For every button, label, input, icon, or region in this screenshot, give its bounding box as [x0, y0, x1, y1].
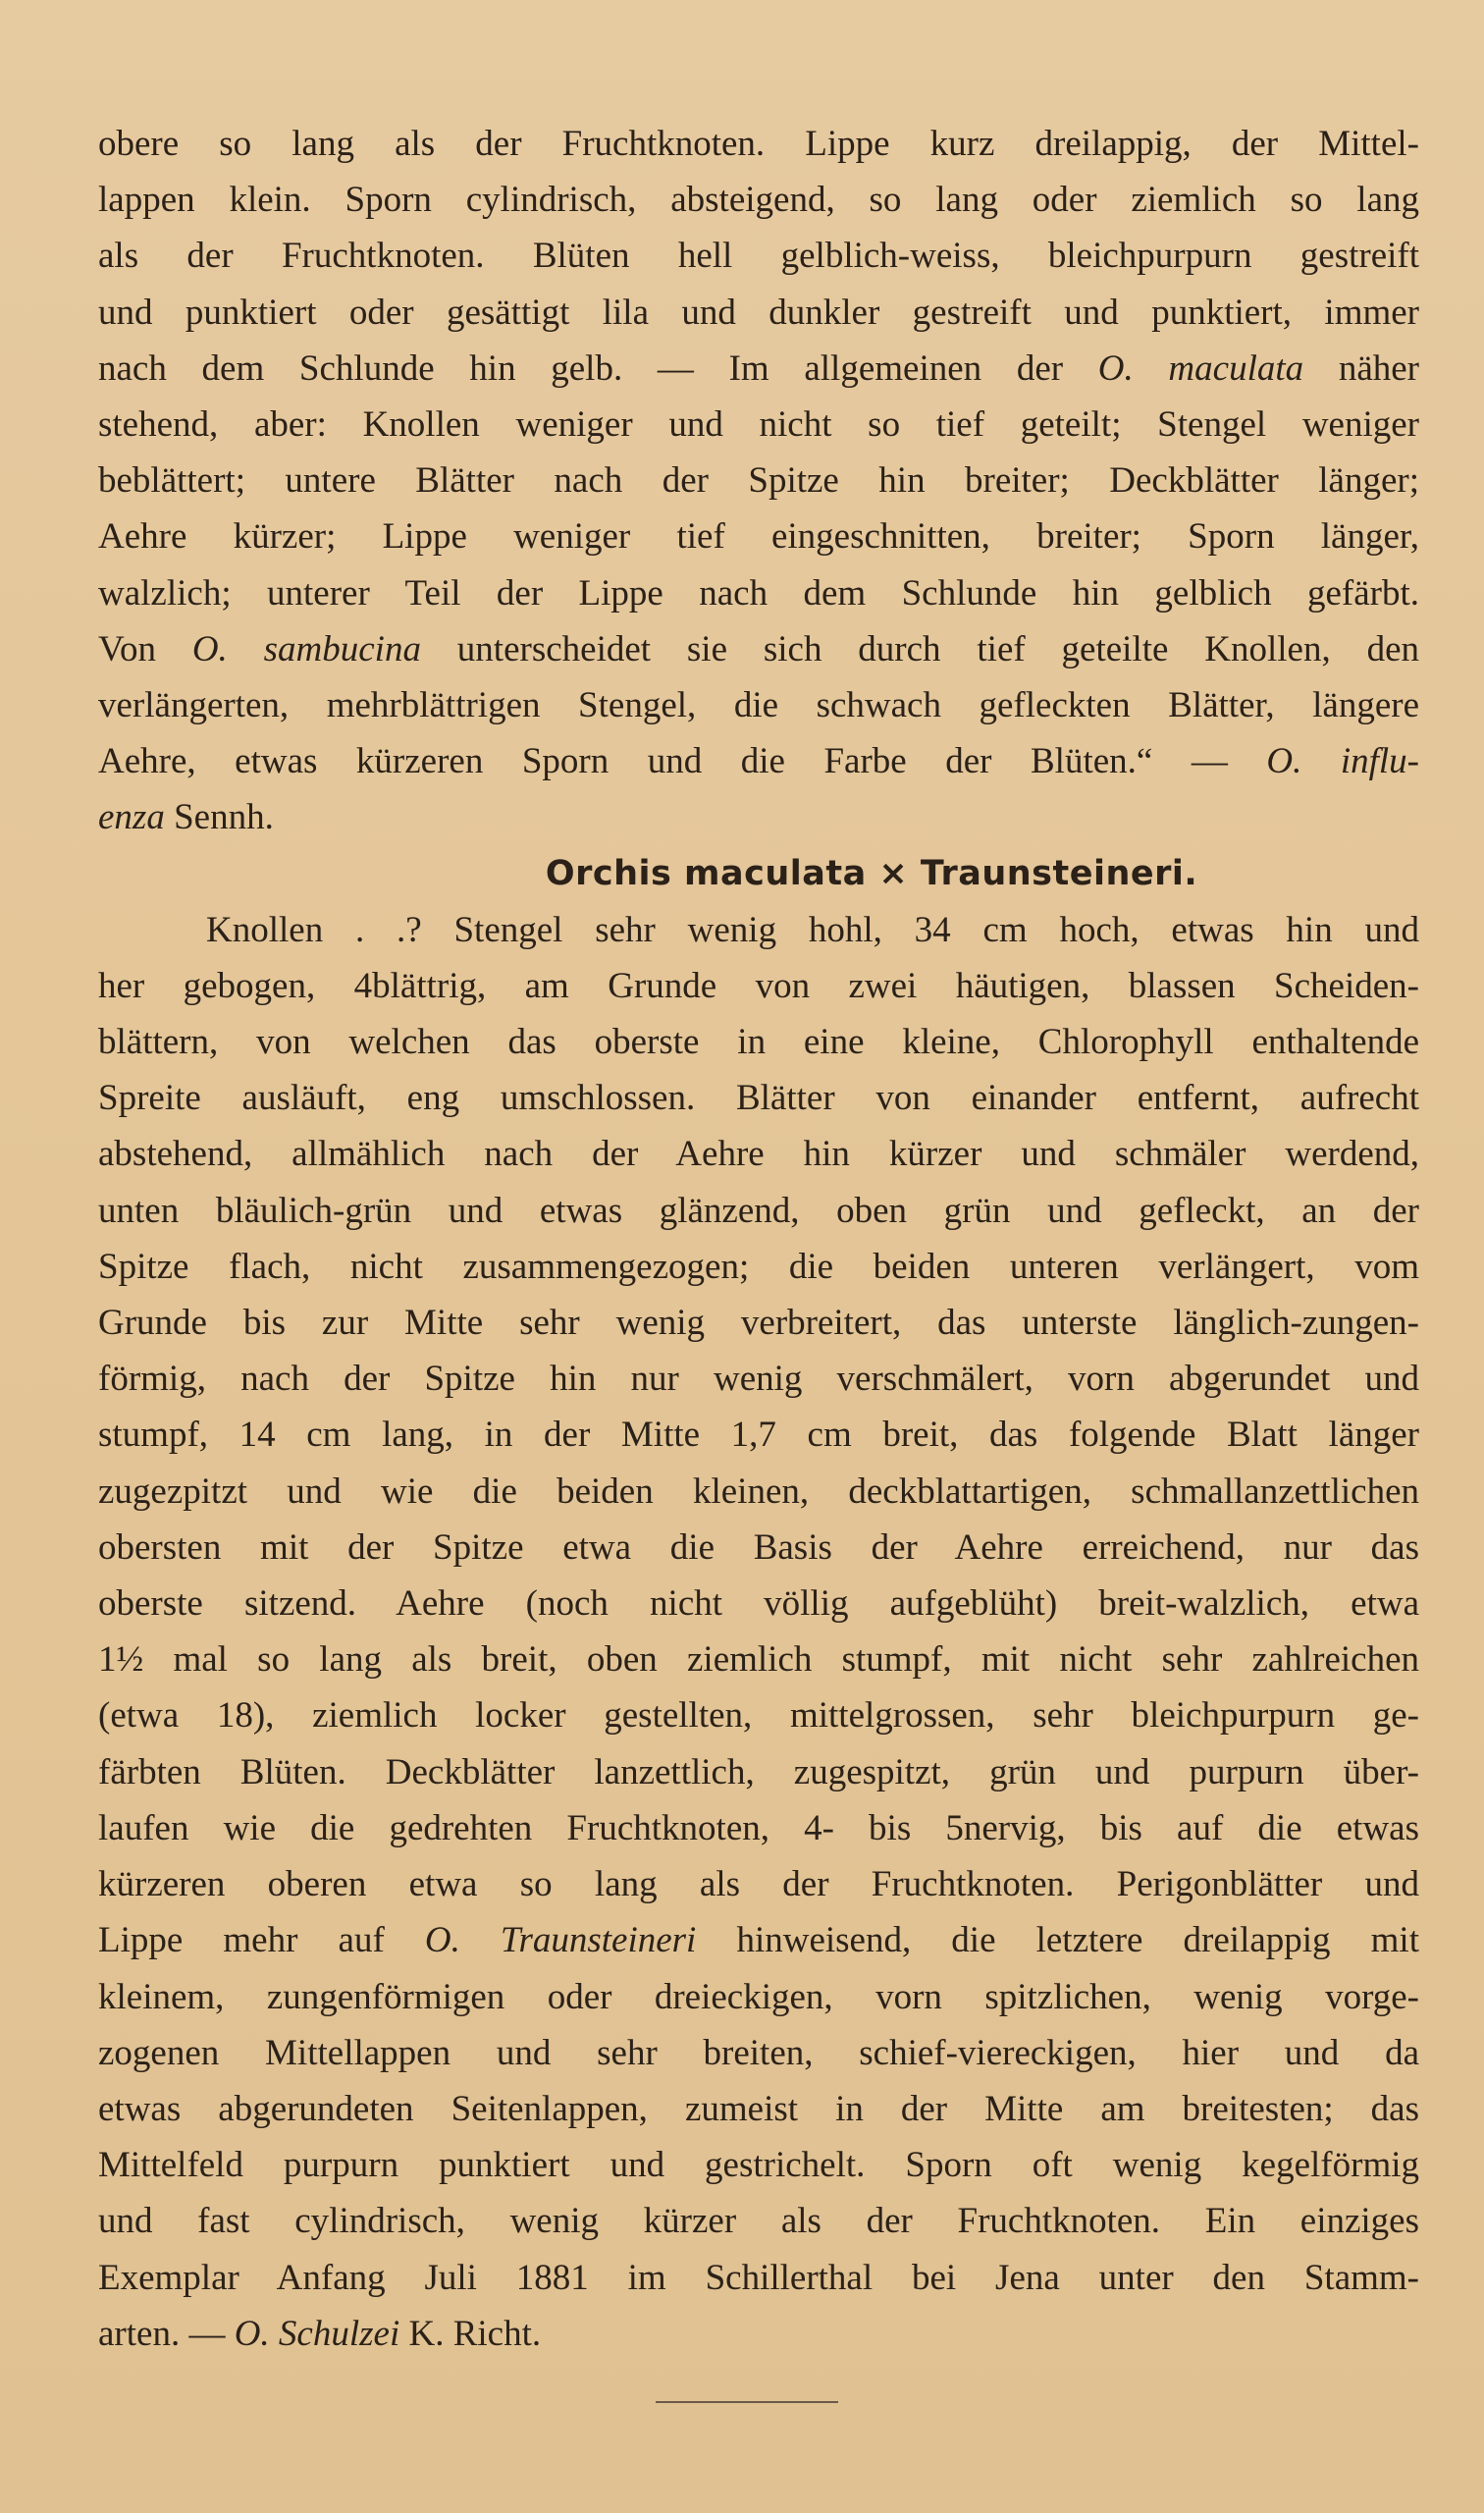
text-line: zogenen Mittellappen und sehr breiten, schief-viereckigen, hier und da — [98, 2032, 1419, 2073]
text-line: etwas abgerundeten Seitenlappen, zumeist in der Mitte am breitesten; das — [98, 2088, 1419, 2129]
taxon-name: enza — [98, 797, 165, 838]
text-line: beblättert; untere Blätter nach der Spitze hin breiter; Deckblätter länger; — [98, 460, 1419, 502]
text-line: laufen wie die gedrehten Fruchtknoten, 4- bis 5nervig, bis auf die etwas — [98, 1807, 1419, 1848]
text-segment: Von — [98, 628, 192, 669]
taxon-name: O. Traunsteineri — [424, 1920, 697, 1961]
text-line — [98, 341, 1419, 397]
section-heading: Orchis maculata × Traunsteineri. — [545, 853, 1198, 893]
text-line — [98, 789, 1419, 845]
text-line — [98, 733, 1419, 789]
text-line: und fast cylindrisch, wenig kürzer als der Fruchtknoten. Ein einziges — [98, 2201, 1419, 2242]
text-line: kleinem, zungenförmigen oder dreieckigen, vorn spitzlichen, wenig vorge- — [98, 1976, 1419, 2017]
text-line: abstehend, allmählich nach der Aehre hin kürzer und schmäler werdend, — [98, 1134, 1419, 1175]
text-line: (etwa 18), ziemlich locker gestellten, mittelgrossen, sehr bleichpurpurn ge- — [98, 1695, 1419, 1737]
text-line: färbten Blüten. Deckblätter lanzettlich, zugespitzt, grün und purpurn über- — [98, 1751, 1419, 1792]
text-segment: Sennh. — [174, 797, 274, 838]
text-segment: näher — [1303, 348, 1419, 389]
taxon-name: O. influ- — [1266, 741, 1419, 782]
text-line: Spreite ausläuft, eng umschlossen. Blätter von einander entfernt, aufrecht — [98, 1078, 1419, 1119]
text-line: Spitze flach, nicht zusammengezogen; die beiden unteren verlängert, vom — [98, 1246, 1419, 1287]
text-segment: Aehre, etwas kürzeren Sporn und die Farbe der Blüten.“ — — [98, 741, 1267, 782]
text-line: obersten mit der Spitze etwa die Basis der Aehre erreichend, nur das — [98, 1526, 1419, 1568]
text-line: Knollen . .? Stengel sehr wenig hohl, 34 cm hoch, etwas hin und — [206, 909, 1419, 950]
text-line: förmig, nach der Spitze hin nur wenig verschmälert, vorn abgerundet und — [98, 1359, 1419, 1400]
text-line: blättern, von welchen das oberste in eine kleine, Chlorophyll enthaltende — [98, 1022, 1419, 1063]
text-line: oberste sitzend. Aehre (noch nicht völlig aufgeblüht) breit-walzlich, etwa — [98, 1583, 1419, 1625]
text-line: zugezpitzt und wie die beiden kleinen, deckblattartigen, schmallanzettlichen — [98, 1470, 1419, 1512]
text-line: Mittelfeld purpurn punktiert und gestrichelt. Sporn oft wenig kegelförmig — [98, 2145, 1419, 2186]
text-segment: arten. — — [98, 2313, 235, 2354]
taxon-name: O. maculata — [1097, 348, 1304, 389]
text-line: obere so lang als der Fruchtknoten. Lippe kurz dreilappig, der Mittel- — [98, 124, 1419, 164]
body-text — [98, 116, 1419, 2362]
text-line: unten bläulich-grün und etwas glänzend, oben grün und gefleckt, an der — [98, 1190, 1419, 1231]
text-line: als der Fruchtknoten. Blüten hell gelblich-weiss, bleichpurpurn gestreift — [98, 236, 1419, 277]
text-line — [98, 621, 1419, 677]
text-line: walzlich; unterer Teil der Lippe nach dem Schlunde hin gelblich gefärbt. — [98, 572, 1419, 614]
text-line: lappen klein. Sporn cylindrisch, absteigend, so lang oder ziemlich so lang — [98, 180, 1419, 221]
text-line: stumpf, 14 cm lang, in der Mitte 1,7 cm breit, das folgende Blatt länger — [98, 1415, 1419, 1456]
text-segment: hinweisend, die letztere dreilappig mit — [696, 1920, 1419, 1961]
text-line: verlängerten, mehrblättrigen Stengel, die schwach gefleckten Blätter, längere — [98, 685, 1419, 726]
text-line: her gebogen, 4blättrig, am Grunde von zwei häutigen, blassen Scheiden- — [98, 965, 1419, 1006]
text-line — [98, 2306, 1419, 2362]
text-segment: K. Richt. — [399, 2313, 542, 2354]
text-segment: nach dem Schlunde hin gelb. — Im allgemeinen der — [98, 348, 1098, 389]
text-line: kürzeren oberen etwa so lang als der Fruchtknoten. Perigonblätter und — [98, 1864, 1419, 1905]
divider-rule — [656, 2401, 838, 2403]
text-line: 1½ mal so lang als breit, oben ziemlich stumpf, mit nicht sehr zahlreichen — [98, 1639, 1419, 1681]
text-segment: unterscheidet sie sich durch tief geteilte Knollen, den — [420, 628, 1419, 669]
taxon-name: O. sambucina — [191, 628, 421, 669]
text-line: Exemplar Anfang Juli 1881 im Schillerthal bei Jena unter den Stamm- — [98, 2257, 1419, 2298]
text-line — [98, 1912, 1419, 1968]
text-line: Grunde bis zur Mitte sehr wenig verbreitert, das unterste länglich-zungen- — [98, 1303, 1419, 1344]
text-segment: Lippe mehr auf — [98, 1920, 425, 1961]
text-line: und punktiert oder gesättigt lila und dunkler gestreift und punktiert, immer — [98, 292, 1419, 333]
text-line: Aehre kürzer; Lippe weniger tief eingeschnitten, breiter; Sporn länger, — [98, 516, 1419, 558]
taxon-name: O. Schulzei — [234, 2313, 400, 2354]
text-line: stehend, aber: Knollen weniger und nicht so tief geteilt; Stengel weniger — [98, 404, 1419, 446]
